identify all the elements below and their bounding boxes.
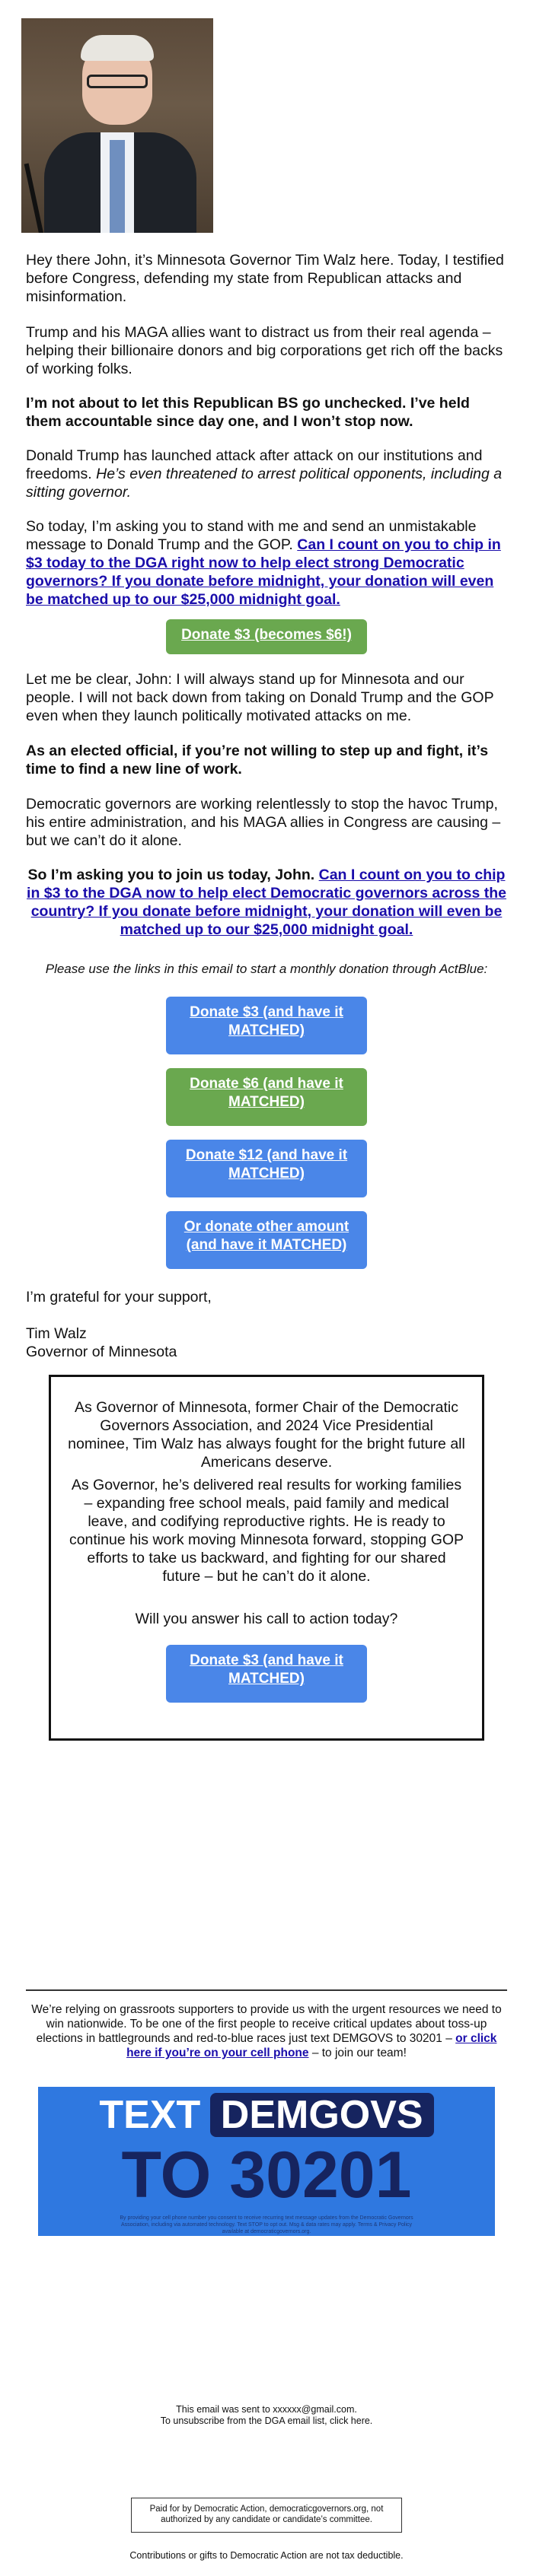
- photo-tie: [110, 140, 125, 233]
- governor-photo: [21, 18, 213, 233]
- intro-paragraph-1: Hey there John, it’s Minnesota Governor Tim Walz here. Today, I testified before Congress, defending my state from Republican attacks and misinformation.: [26, 252, 504, 305]
- footer-tax-note: Contributions or gifts to Democratic Action are not tax deductible.: [129, 2550, 404, 2561]
- middle-paragraph-4: [26, 866, 507, 939]
- bio-paragraph-3: Will you answer his call to action today?: [135, 1611, 398, 1627]
- intro-p5-text: So today, I’m asking you to stand with me and send an unmistakable message to Donald Trump and the GOP.: [26, 518, 477, 553]
- middle-paragraph-3: Democratic governors are working relentlessly to stop the havoc Trump, his entire administration, and his MAGA allies in Congress are causing – but we can’t do it alone.: [26, 796, 501, 849]
- banner-fineprint: By providing your cell phone number you consent to receive recurring text message updates from the Democratic Governors Association, including via automated technology. Text STOP to opt out. Msg & data rates may apply. Terms & Privacy Policy available at democraticgovernors.org.: [120, 2215, 413, 2234]
- middle-paragraph-1: Let me be clear, John: I will always stand up for Minnesota and our people. I will not back down from taking on Donald Trump and the GOP even when they launch politically motivated attacks on me.: [26, 671, 494, 724]
- photo-microphone: [24, 163, 45, 233]
- signoff-name: Tim Walz: [26, 1325, 87, 1342]
- intro-p4-text: Donald Trump has launched attack after attack on our institutions and freedoms.: [26, 447, 483, 482]
- donate-3-matched-button[interactable]: Donate $3 (and have it MATCHED): [166, 997, 367, 1054]
- sms-click-here-link[interactable]: or click here if you’re on your cell phone: [126, 2032, 497, 2059]
- sms-paragraph: [26, 2002, 507, 2060]
- bio-paragraph-1: As Governor of Minnesota, former Chair of the Democratic Governors Association, and 2024 Vice Presidential nominee, Tim Walz has always fought for the bright future all Americans deserve.: [68, 1399, 465, 1471]
- middle-paragraph-2: As an elected official, if you’re not willing to step up and fight, it’s time to find a new line of work.: [26, 743, 489, 778]
- photo-hair: [81, 35, 154, 61]
- donate-3-becomes-6-button[interactable]: Donate $3 (becomes $6!): [166, 619, 367, 654]
- banner-number: TO 30201: [121, 2139, 412, 2212]
- banner-top-line: [38, 2093, 495, 2137]
- sms-divider: [26, 1989, 507, 1991]
- photo-glasses: [87, 75, 148, 88]
- signoff-title: Governor of Minnesota: [26, 1344, 177, 1360]
- banner-keyword: DEMGOVS: [210, 2093, 434, 2137]
- footer-unsubscribe[interactable]: To unsubscribe from the DGA email list, click here.: [160, 2415, 373, 2426]
- paid-for-disclaimer: Paid for by Democratic Action, democraticgovernors.org, not authorized by any candidate or candidate’s committee.: [131, 2498, 402, 2533]
- monthly-donation-note: Please use the links in this email to start a monthly donation through ActBlue:: [45, 962, 488, 976]
- sms-text: We’re relying on grassroots supporters to provide us with the urgent resources we need to win nationwide. To be one of the first people to receive critical updates about toss-up elections in battlegrounds and red-to-blue races just text DEMGOVS to 30201 –: [31, 2003, 502, 2045]
- bio-paragraph-2: As Governor, he’s delivered real results for working families – expanding free school meals, paid family and medical leave, and codifying reproductive rights. He is ready to continue his work moving Minnesota forward, stopping GOP efforts to take us backward, and fighting for our shared future – but he can’t do it alone.: [69, 1477, 464, 1585]
- intro-paragraph-5: [26, 517, 507, 609]
- donate-6-matched-button[interactable]: Donate $6 (and have it MATCHED): [166, 1068, 367, 1126]
- intro-p4-italic: He’s even threatened to arrest political opponents, including a sitting governor.: [26, 466, 503, 501]
- intro-paragraph-4: [26, 447, 507, 501]
- banner-text-word: TEXT: [99, 2093, 201, 2137]
- intro-paragraph-3: I’m not about to let this Republican BS go unchecked. I’ve held them accountable since day one, and I won’t stop now.: [26, 395, 470, 430]
- footer-sent-to: This email was sent to xxxxxx@gmail.com.: [176, 2404, 357, 2415]
- chip-in-link-1[interactable]: Can I count on you to chip in $3 today to the DGA right now to help elect strong Democratic governors? If you donate before midnight, your donation will even be matched up to our $25,000 midnight goal.: [26, 536, 501, 608]
- intro-paragraph-2: Trump and his MAGA allies want to distract us from their real agenda – helping their billionaire donors and big corporations get rich off the backs of working folks.: [26, 324, 503, 377]
- donate-other-amount-button[interactable]: Or donate other amount (and have it MATCHED): [166, 1211, 367, 1269]
- chip-in-link-2[interactable]: Can I count on you to chip in $3 to the DGA now to help elect Democratic governors across the country? If you donate before midnight, your donation will even be matched up to our $25,000 midnight goal.: [27, 867, 506, 938]
- bio-donate-3-button[interactable]: Donate $3 (and have it MATCHED): [166, 1645, 367, 1703]
- text-demgovs-banner[interactable]: [38, 2087, 495, 2236]
- donate-12-matched-button[interactable]: Donate $12 (and have it MATCHED): [166, 1140, 367, 1197]
- signoff-grateful: I’m grateful for your support,: [26, 1289, 212, 1305]
- middle-p4-text: So I’m asking you to join us today, John.: [27, 867, 315, 883]
- sms-text-end: – to join our team!: [311, 2046, 407, 2059]
- bio-box: [49, 1375, 484, 1741]
